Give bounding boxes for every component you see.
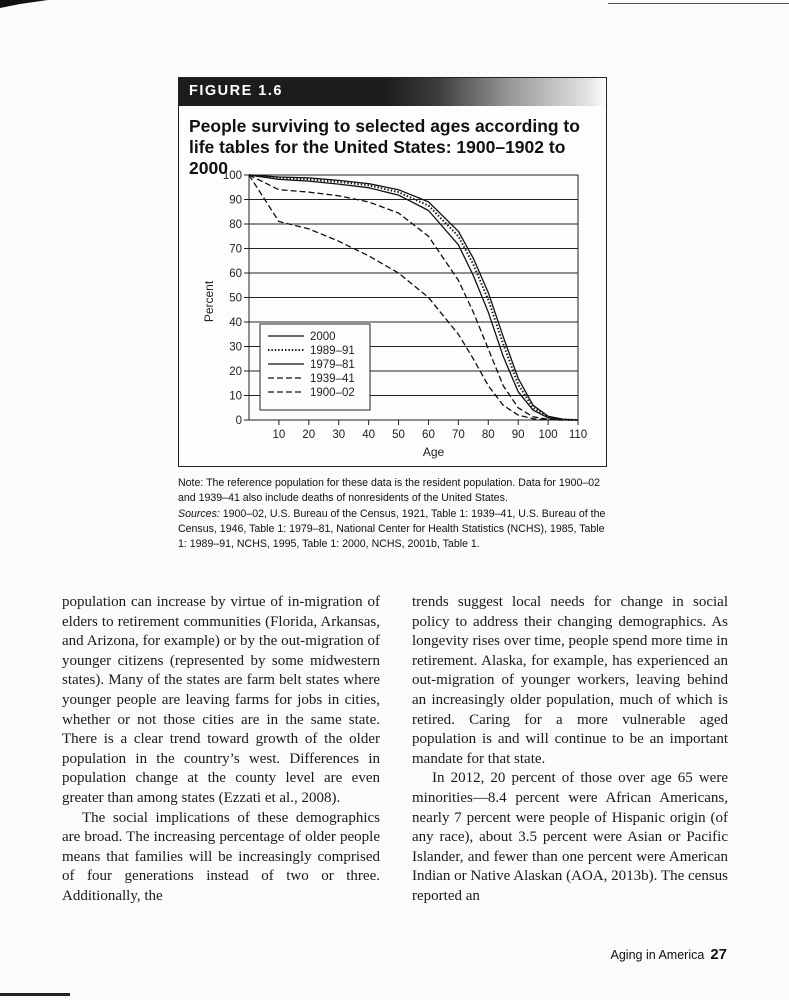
- legend-label: 1900–02: [310, 387, 355, 399]
- x-tick-label: 10: [272, 429, 286, 441]
- y-tick-label: 10: [229, 390, 242, 403]
- legend-label: 2000: [310, 331, 336, 343]
- body-paragraph: The social implications of these demographics are broad. The increasing percentage of older people means that families will be increasingly comprised of four generations instead of two or three. Additionally, the: [62, 809, 380, 904]
- legend-label: 1989–91: [310, 345, 355, 357]
- scan-artifact-top-left: [0, 0, 48, 8]
- y-tick-label: 20: [229, 366, 242, 378]
- sources-text: 1900–02, U.S. Bureau of the Census, 1921, Table 1: 1939–41, U.S. Bureau of the Census, 1946, Table 1: 1979–81, National Center for Health Statistics (NCHS), 1985, Table 1: 1989–91, NCHS, 1995, Table 1: 2000, NCHS, 2001b, Table 1.: [178, 508, 606, 550]
- body-column-right: [412, 593, 728, 907]
- body-paragraph: trends suggest local needs for change in social policy to address their changing demographics. As longevity rises over time, people spend more time in retirement. Alaska, for example, has experienced an out-migration of younger workers, leaving behind an increasingly older population, much of which is retired. Caring for a more vulnerable aged population is and will continue to be an important mandate for that state.: [412, 594, 728, 767]
- legend-label: 1979–81: [310, 359, 355, 371]
- y-tick-label: 50: [229, 292, 242, 305]
- scan-artifact-bottom-left: [0, 993, 70, 996]
- x-tick-label: 40: [362, 429, 376, 441]
- y-tick-label: 40: [229, 317, 242, 329]
- figure-sources: [178, 507, 608, 552]
- x-tick-label: 60: [422, 429, 435, 441]
- y-axis-label: Percent: [202, 280, 216, 323]
- figure-label: FIGURE 1.6: [189, 83, 283, 99]
- x-tick-label: 110: [568, 429, 588, 441]
- y-tick-label: 100: [222, 170, 242, 182]
- x-tick-label: 70: [451, 429, 465, 441]
- y-tick-label: 60: [229, 268, 242, 280]
- figure-note: Note: The reference population for these data is the resident population. Data for 1900–02 and 1939–41 also include deaths of nonresidents of the United States.: [178, 477, 601, 504]
- survival-chart: [179, 78, 608, 468]
- body-paragraph: In 2012, 20 percent of those over age 65 were minorities—8.4 percent were African Americans, nearly 7 percent were people of Hispanic origin (of any race), about 3.5 percent were Asian or Pacific Islander, and fewer than one percent were American Indian or Native Alaskan (AOA, 2013b). The census reported an: [412, 770, 728, 904]
- page-number: 27: [710, 946, 727, 963]
- x-tick-label: 80: [481, 429, 495, 441]
- x-tick-label: 50: [392, 429, 405, 441]
- y-tick-label: 30: [229, 341, 242, 354]
- scan-artifact-top-rule: [608, 3, 789, 4]
- y-tick-label: 90: [229, 194, 242, 207]
- x-tick-label: 20: [302, 429, 316, 441]
- sources-label: Sources:: [178, 508, 220, 520]
- body-column-left: [62, 593, 380, 907]
- y-tick-label: 0: [235, 415, 242, 427]
- x-tick-label: 100: [538, 429, 558, 441]
- figure-notes: [178, 476, 608, 553]
- x-axis-label: Age: [422, 445, 445, 459]
- figure-box: [178, 77, 607, 467]
- legend-label: 1939–41: [310, 373, 355, 385]
- running-title: Aging in America: [610, 948, 705, 962]
- x-tick-label: 30: [332, 429, 346, 441]
- x-tick-label: 90: [511, 429, 525, 441]
- page-footer: [0, 946, 727, 963]
- figure-title: People surviving to selected ages according to life tables for the United States: 1900–1902 to 2000: [189, 116, 580, 178]
- body-paragraph: population can increase by virtue of in-migration of elders to retirement communities (Florida, Arkansas, and Arizona, for example) or by the out-migration of younger citizens (represented by some midwestern states). Many of the states are farm belt states where younger people are leaving farms for jobs in cities, whether or not those cities are in the same state. There is a clear trend toward growth of the older population in the country’s west. Differences in population change at the county level are even greater than among states (Ezzati et al., 2008).: [62, 594, 380, 806]
- y-tick-label: 70: [229, 243, 242, 256]
- y-tick-label: 80: [229, 219, 242, 231]
